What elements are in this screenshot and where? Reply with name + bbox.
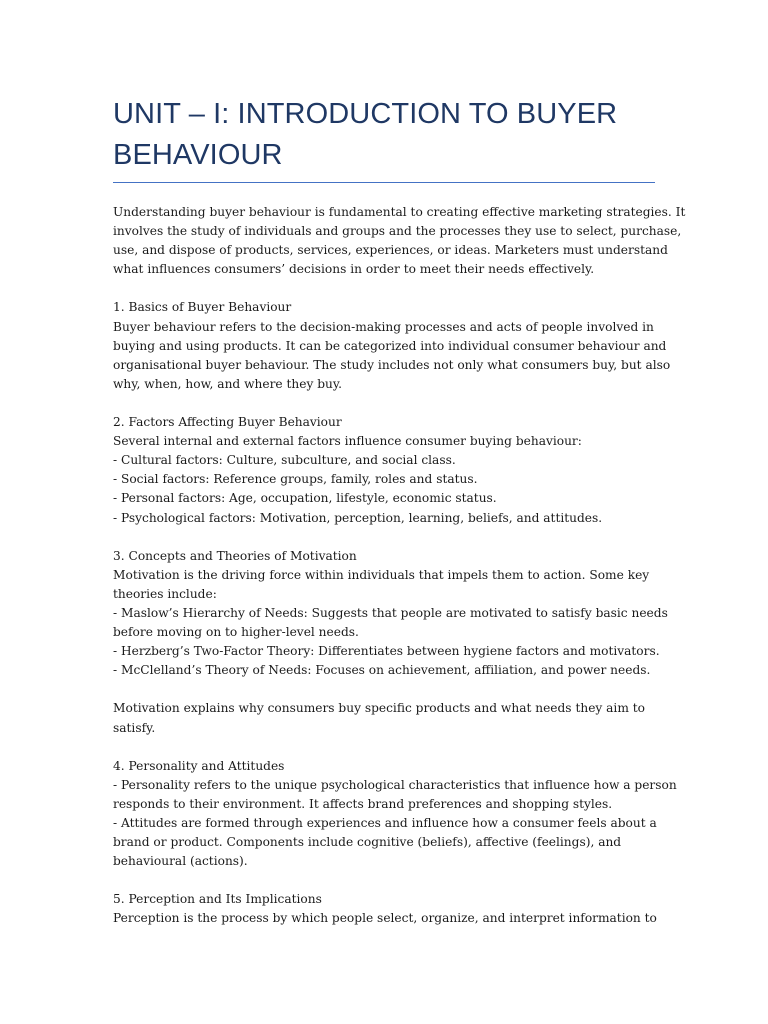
- section-heading: 4. Personality and Attitudes: [113, 758, 285, 773]
- text-line: use, and dispose of products, services, experiences, or ideas. Marketers must understand: [113, 243, 668, 258]
- text-line: Understanding buyer behaviour is fundamental to creating effective marketing strategies. It: [113, 205, 686, 219]
- document-page: [113, 94, 686, 948]
- list-item: - Psychological factors: Motivation, perception, learning, beliefs, and attitudes.: [113, 510, 603, 525]
- section-factors: [113, 413, 655, 528]
- list-item: - Maslow’s Hierarchy of Needs: Suggests that people are motivated to satisfy basic needs: [113, 605, 668, 620]
- text-line: satisfy.: [113, 720, 156, 735]
- text-line: Several internal and external factors influence consumer buying behaviour:: [113, 434, 582, 449]
- text-line: involves the study of individuals and groups and the processes they use to select, purchase,: [113, 224, 682, 239]
- section-perception: [113, 890, 655, 928]
- section-heading: 1. Basics of Buyer Behaviour: [113, 300, 292, 315]
- text-line: buying and using products. It can be categorized into individual consumer behaviour and: [113, 338, 667, 353]
- text-line: behavioural (actions).: [113, 854, 248, 869]
- text-line: why, when, how, and where they buy.: [113, 376, 343, 391]
- document-title: [113, 94, 655, 182]
- text-line: what influences consumers’ decisions in order to meet their needs effectively.: [113, 262, 595, 277]
- document-body: [113, 203, 686, 929]
- text-line: responds to their environment. It affects brand preferences and shopping styles.: [113, 796, 613, 811]
- intro-paragraph: [113, 203, 686, 279]
- text-line: Buyer behaviour refers to the decision-making processes and acts of people involved in: [113, 319, 654, 334]
- text-line: theories include:: [113, 586, 217, 601]
- list-item: - Herzberg’s Two-Factor Theory: Differentiates between hygiene factors and motivators.: [113, 644, 660, 659]
- list-item: - McClelland’s Theory of Needs: Focuses on achievement, affiliation, and power needs.: [113, 663, 651, 678]
- list-item: - Personality refers to the unique psychological characteristics that influence how a person: [113, 777, 677, 792]
- section-heading: 3. Concepts and Theories of Motivation: [113, 548, 357, 563]
- list-item: - Attitudes are formed through experiences and influence how a consumer feels about a: [113, 816, 657, 830]
- list-item: - Social factors: Reference groups, family, roles and status.: [113, 472, 478, 487]
- text-line: before moving on to higher-level needs.: [113, 625, 359, 640]
- title-underline: [113, 182, 655, 183]
- text-line: organisational buyer behaviour. The study includes not only what consumers buy, but also: [113, 357, 671, 372]
- title-line: UNIT – I: INTRODUCTION TO BUYER: [113, 98, 618, 130]
- section-motivation: [113, 547, 668, 681]
- text-line: Perception is the process by which people select, organize, and interpret information to: [113, 911, 657, 926]
- list-item: - Personal factors: Age, occupation, lifestyle, economic status.: [113, 491, 497, 506]
- text-line: brand or product. Components include cognitive (beliefs), affective (feelings), and: [113, 835, 622, 850]
- list-item: - Cultural factors: Culture, subculture, and social class.: [113, 453, 456, 468]
- text-line: Motivation explains why consumers buy specific products and what needs they aim to: [113, 701, 645, 716]
- section-heading: 2. Factors Affecting Buyer Behaviour: [113, 415, 342, 430]
- motivation-closing-paragraph: [113, 699, 655, 737]
- section-heading: 5. Perception and Its Implications: [113, 892, 322, 907]
- section-personality: [113, 757, 677, 872]
- text-line: Motivation is the driving force within individuals that impels them to action. Some key: [113, 567, 650, 582]
- section-basics: [113, 298, 671, 393]
- title-line: BEHAVIOUR: [113, 139, 283, 171]
